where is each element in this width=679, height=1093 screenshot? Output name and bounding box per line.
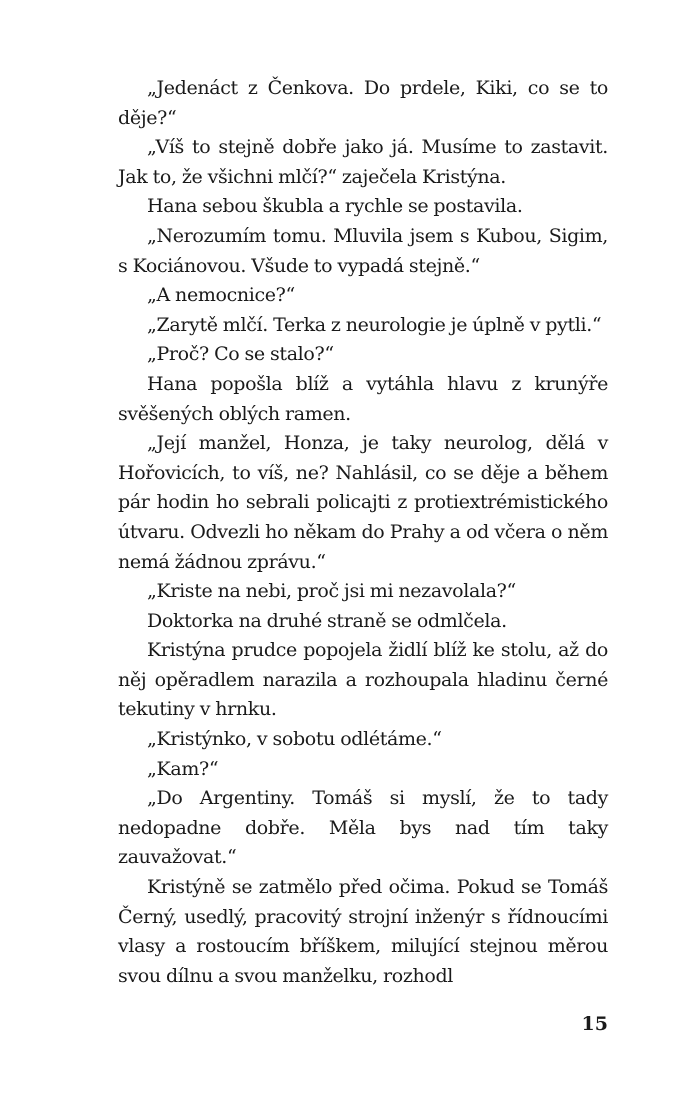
paragraph-4: „Nerozumím tomu. Mluvila jsem s Kubou, Sigim, s Kociánovou. Všude to vypadá stejně.“ bbox=[118, 224, 608, 277]
paragraph-6: „Zarytě mlčí. Terka z neurologie je úplně v pytli.“ bbox=[147, 313, 602, 336]
paragraph-10: „Kriste na nebi, proč jsi mi nezavolala?“ bbox=[147, 580, 516, 603]
paragraph-14: „Kam?“ bbox=[147, 757, 219, 780]
paragraph-5: „A nemocnice?“ bbox=[147, 284, 295, 307]
paragraph-3: Hana sebou škubla a rychle se postavila. bbox=[147, 195, 523, 218]
book-page-body bbox=[118, 74, 608, 991]
paragraph-1: „Jedenáct z Čenkova. Do prdele, Kiki, co se to děje?“ bbox=[118, 77, 608, 129]
paragraph-9: „Její manžel, Honza, je taky neurolog, dělá v Hořovicích, to víš, ne? Nahlásil, co se děje a během pár hodin ho sebrali policajti z protiextrémistického útvaru. Odvezli ho někam do Prahy a od včera o něm nemá žádnou zprávu.“ bbox=[118, 432, 608, 573]
paragraph-8: Hana popošla blíž a vytáhla hlavu z krunýře svěšených oblých ramen. bbox=[118, 372, 608, 425]
paragraph-13: „Kristýnko, v sobotu odlétáme.“ bbox=[147, 728, 442, 751]
page-number: 15 bbox=[581, 1013, 608, 1035]
paragraph-12: Kristýna prudce popojela židlí blíž ke stolu, až do něj opěradlem narazila a rozhoupala hladinu černé tekutiny v hrnku. bbox=[118, 639, 608, 721]
paragraph-11: Doktorka na druhé straně se odmlčela. bbox=[147, 609, 507, 632]
paragraph-15: „Do Argentiny. Tomáš si myslí, že to tady nedopadne dobře. Měla bys nad tím taky zauvažovat.“ bbox=[118, 787, 608, 869]
paragraph-16: Kristýně se zatmělo před očima. Pokud se Tomáš Černý, usedlý, pracovitý strojní inženýr s řídnoucími vlasy a rostoucím bříškem, milující stejnou měrou svou dílnu a svou manželku, rozhodl bbox=[118, 876, 608, 987]
paragraph-7: „Proč? Co se stalo?“ bbox=[147, 343, 334, 366]
paragraph-2: „Víš to stejně dobře jako já. Musíme to zastavit. Jak to, že všichni mlčí?“ zaječela Kristýna. bbox=[118, 136, 608, 188]
